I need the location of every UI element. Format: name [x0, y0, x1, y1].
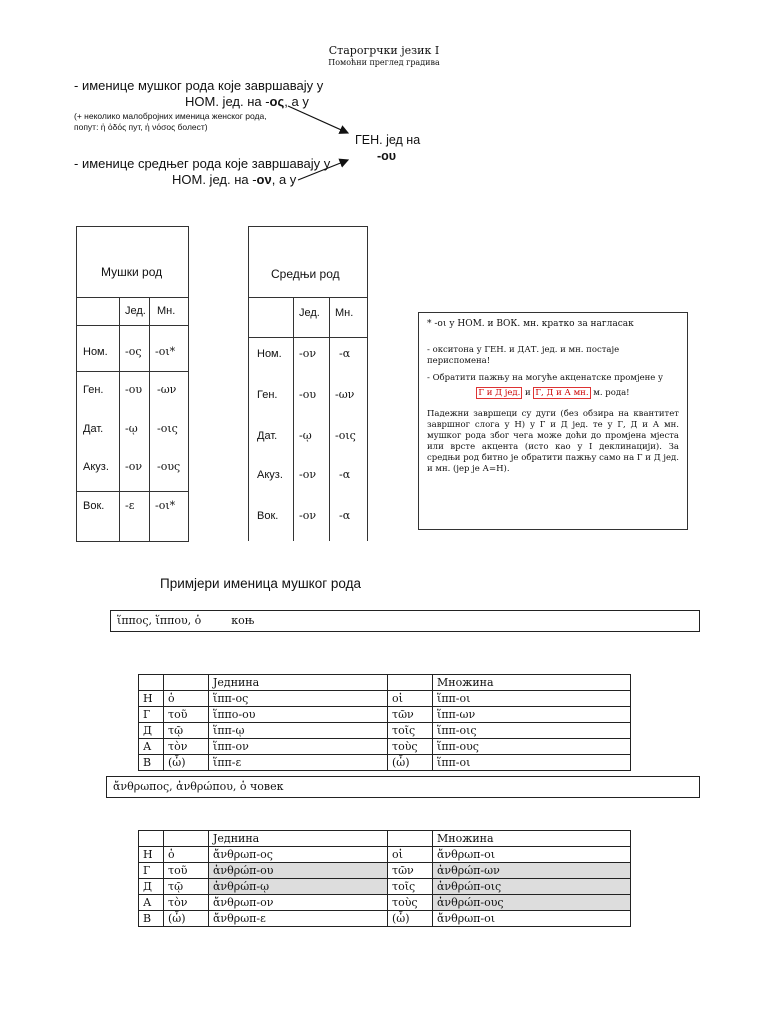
table-cell: ἄνθρωπ-οι [433, 911, 631, 927]
table-row [139, 723, 631, 739]
table-cell: τοὺς [388, 895, 433, 911]
table-row [139, 691, 631, 707]
table-cell: (ὦ) [388, 911, 433, 927]
table-cell: ἵππ-ων [433, 707, 631, 723]
table-cell: οἱ [388, 691, 433, 707]
table-row [139, 863, 631, 879]
table-cell [164, 831, 209, 847]
lemma-meaning: коњ [231, 614, 255, 627]
page-subtitle: Помоћни преглед градива [328, 58, 440, 67]
neut-sg: -ον [299, 347, 317, 360]
table-row [139, 831, 631, 847]
arrow-masc [288, 106, 348, 133]
table-cell: Једнина [209, 675, 388, 691]
neut-col-sg: Јед. [299, 307, 320, 319]
table-cell: ἄνθρωπ-ος [209, 847, 388, 863]
rule-gen-label: ГЕН. јед на [355, 133, 421, 147]
table-cell: Множина [433, 831, 631, 847]
table-cell: В [139, 911, 164, 927]
note-endings: Падежни завршеци су дуги (без обзира на квантитет завршног слога у Н) у Г и Д јед. те у Г, Д и А мн. мушког рода због чега може доћи до промјена мјеста или врсте акцента (исто као у I деклинацији). За средњи род битно је обратити пажњу само на Г и Д јед. и мн. (јер је А=Н). [427, 409, 679, 474]
masc-col-sg: Јед. [125, 305, 146, 317]
rule-gen-ending: -ου [377, 149, 397, 163]
note-accent-cases: Г и Д јед. и Г, Д и А мн. м. рода! [478, 388, 630, 398]
table-row [139, 675, 631, 691]
neut-sg: -ον [299, 468, 317, 481]
lemma-hippos: ἵππος, ἵππου, ὁ [117, 614, 202, 627]
neut-pl: -ων [335, 388, 355, 401]
table-cell [388, 675, 433, 691]
table-anthropos [138, 830, 631, 927]
neut-case: Ген. [257, 389, 278, 401]
masc-pl: -οις [157, 422, 178, 435]
table-row [139, 895, 631, 911]
note-accent: - Обратити пажњу на могуће акценатске промјене у [427, 373, 664, 383]
table-row [139, 707, 631, 723]
masc-title: Мушки род [101, 265, 163, 279]
lemma-anthropos: ἄνθρωπος, ἀνθρώπου, ὁ човек [113, 780, 284, 793]
neut-case: Дат. [257, 430, 278, 442]
rule-masc-ending: НОМ. јед. на -ος, а у [185, 94, 309, 109]
masc-sg: -ου [125, 383, 143, 396]
table-row [139, 847, 631, 863]
table-cell: τῷ [164, 723, 209, 739]
neut-pl: -α [339, 468, 351, 481]
table-cell: Д [139, 723, 164, 739]
rule-neut-ending: НОМ. јед. на -ον, а у [172, 172, 297, 187]
page-title: Старогрчки језик I [328, 44, 440, 57]
table-cell: ἵππο-ου [209, 707, 388, 723]
table-cell: τῶν [388, 863, 433, 879]
neut-case: Вок. [257, 510, 279, 522]
table-cell: τοὺς [388, 739, 433, 755]
masc-case: Дат. [83, 423, 104, 435]
table-cell: ἵππ-ῳ [209, 723, 388, 739]
table-cell: (ὦ) [388, 755, 433, 771]
table-cell: ἵππ-ους [433, 739, 631, 755]
table-cell: Множина [433, 675, 631, 691]
masc-sg: -ος [125, 345, 142, 358]
rule-fem-note-1: (+ неколико малобројних именица женског рода, [74, 111, 267, 121]
table-cell [164, 675, 209, 691]
table-cell: ἄνθρωπ-ον [209, 895, 388, 911]
table-cell: τοῦ [164, 863, 209, 879]
table-cell: ἀνθρώπ-ων [433, 863, 631, 879]
masc-case: Акуз. [83, 461, 109, 473]
table-cell: ἀνθρώπ-ους [433, 895, 631, 911]
examples-heading: Примјери именица мушког рода [160, 576, 362, 591]
table-cell: (ὦ) [164, 755, 209, 771]
masc-case: Ген. [83, 384, 104, 396]
table-cell: ὁ [164, 691, 209, 707]
table-cell: τὸν [164, 895, 209, 911]
neut-title: Средњи род [271, 267, 340, 281]
neut-pl: -α [339, 509, 351, 522]
table-row [139, 755, 631, 771]
rule-masc-line: - именице мушког рода које завршавају у [74, 78, 324, 93]
table-cell: Н [139, 847, 164, 863]
table-cell: (ὦ) [164, 911, 209, 927]
table-cell: τῶν [388, 707, 433, 723]
table-cell: ἵππ-οι [433, 691, 631, 707]
table-cell: τοῖς [388, 879, 433, 895]
masc-sg: -ε [125, 499, 135, 512]
neut-sg: -ου [299, 388, 317, 401]
note-star: * -οι у НОМ. и ВОК. мн. кратко за нагласак [427, 319, 634, 329]
table-cell: τὸν [164, 739, 209, 755]
neut-col-pl: Мн. [335, 307, 354, 319]
table-cell: В [139, 755, 164, 771]
masc-pl: -ων [157, 383, 177, 396]
table-cell: А [139, 895, 164, 911]
note-oxytone: - окситона у ГЕН. и ДАТ. јед. и мн. постаје периспомена! [427, 345, 620, 366]
table-cell: ἀνθρώπ-ου [209, 863, 388, 879]
masc-col-pl: Мн. [157, 305, 176, 317]
neut-sg: -ῳ [299, 429, 312, 442]
table-cell: ἀνθρώπ-οις [433, 879, 631, 895]
neut-sg: -ον [299, 509, 317, 522]
neut-paradigm [248, 226, 368, 541]
masc-paradigm [76, 226, 189, 542]
table-cell: ἵππ-οι [433, 755, 631, 771]
table-cell: Н [139, 691, 164, 707]
neut-pl: -οις [335, 429, 356, 442]
table-cell: ἀνθρώπ-ῳ [209, 879, 388, 895]
table-cell: ἵππ-ος [209, 691, 388, 707]
table-cell: Једнина [209, 831, 388, 847]
table-cell: ὁ [164, 847, 209, 863]
table-cell [139, 831, 164, 847]
table-cell: τοῖς [388, 723, 433, 739]
rule-fem-note-2: попут: ἡ ὁδός пут, ἡ νόσος болест) [74, 122, 208, 132]
table-cell: Г [139, 863, 164, 879]
masc-pl: -οι* [155, 499, 176, 512]
neut-case: Ном. [257, 348, 282, 360]
table-cell: Г [139, 707, 164, 723]
table-cell: οἱ [388, 847, 433, 863]
table-cell: τοῦ [164, 707, 209, 723]
lemma-box-anthropos [106, 776, 700, 798]
masc-pl: -ους [157, 460, 181, 473]
table-cell: ἄνθρωπ-οι [433, 847, 631, 863]
table-row [139, 879, 631, 895]
table-cell: τῷ [164, 879, 209, 895]
rule-arrows [0, 0, 768, 230]
table-hippos [138, 674, 631, 771]
arrow-neut [298, 160, 348, 180]
masc-sg: -ῳ [125, 422, 138, 435]
table-cell: ἵππ-ον [209, 739, 388, 755]
lemma-box-hippos [110, 610, 700, 632]
table-cell: А [139, 739, 164, 755]
masc-pl: -οι* [155, 345, 176, 358]
notes-box [418, 312, 688, 530]
masc-case: Вок. [83, 500, 105, 512]
table-cell: ἵππ-ε [209, 755, 388, 771]
masc-case: Ном. [83, 346, 108, 358]
masc-sg: -ον [125, 460, 143, 473]
table-cell [139, 675, 164, 691]
table-cell [388, 831, 433, 847]
table-row [139, 911, 631, 927]
table-cell: Д [139, 879, 164, 895]
neut-case: Акуз. [257, 469, 283, 481]
rule-neut-line: - именице средњег рода које завршавају у [74, 156, 331, 171]
table-cell: ἵππ-οις [433, 723, 631, 739]
neut-pl: -α [339, 347, 351, 360]
table-row [139, 739, 631, 755]
table-cell: ἄνθρωπ-ε [209, 911, 388, 927]
